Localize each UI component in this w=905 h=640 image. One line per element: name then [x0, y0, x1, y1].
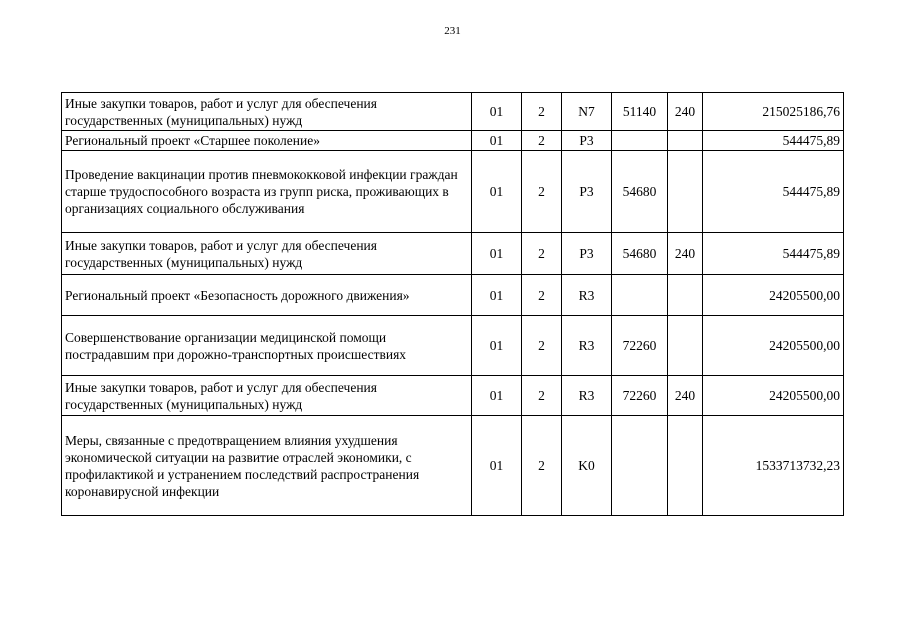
subsection-code: 2	[522, 131, 562, 151]
direction-code: 72260	[612, 316, 668, 376]
amount: 544475,89	[703, 131, 844, 151]
program-code: R3	[562, 275, 612, 316]
table-row	[62, 416, 844, 516]
row-name: Иные закупки товаров, работ и услуг для обеспечения государственных (муниципальных) нужд	[62, 376, 472, 416]
expense-type-code	[668, 416, 703, 516]
section-code: 01	[472, 376, 522, 416]
table-row	[62, 376, 844, 416]
amount: 215025186,76	[703, 93, 844, 131]
amount: 544475,89	[703, 233, 844, 275]
table-row	[62, 131, 844, 151]
expense-type-code: 240	[668, 376, 703, 416]
program-code: P3	[562, 131, 612, 151]
program-code: N7	[562, 93, 612, 131]
direction-code: 54680	[612, 151, 668, 233]
direction-code	[612, 131, 668, 151]
subsection-code: 2	[522, 93, 562, 131]
program-code: P3	[562, 233, 612, 275]
expense-type-code	[668, 316, 703, 376]
direction-code: 54680	[612, 233, 668, 275]
amount: 24205500,00	[703, 316, 844, 376]
expense-type-code	[668, 131, 703, 151]
section-code: 01	[472, 316, 522, 376]
row-name: Меры, связанные с предотвращением влияния ухудшения экономической ситуации на развитие отраслей экономики, с профилактикой и устранением последствий распространения коронавирусной инфекции	[62, 416, 472, 516]
program-code: P3	[562, 151, 612, 233]
expense-type-code: 240	[668, 93, 703, 131]
program-code: K0	[562, 416, 612, 516]
amount: 24205500,00	[703, 376, 844, 416]
table-row	[62, 316, 844, 376]
row-name: Региональный проект «Старшее поколение»	[62, 131, 472, 151]
expense-type-code	[668, 275, 703, 316]
subsection-code: 2	[522, 316, 562, 376]
subsection-code: 2	[522, 151, 562, 233]
amount: 24205500,00	[703, 275, 844, 316]
subsection-code: 2	[522, 275, 562, 316]
page-number: 231	[444, 25, 461, 37]
row-name: Проведение вакцинации против пневмококковой инфекции граждан старше трудоспособного возраста из групп риска, проживающих в организациях социального обслуживания	[62, 151, 472, 233]
direction-code: 51140	[612, 93, 668, 131]
expense-type-code: 240	[668, 233, 703, 275]
budget-table	[61, 92, 844, 516]
section-code: 01	[472, 275, 522, 316]
subsection-code: 2	[522, 416, 562, 516]
direction-code: 72260	[612, 376, 668, 416]
row-name: Совершенствование организации медицинской помощи пострадавшим при дорожно-транспортных происшествиях	[62, 316, 472, 376]
program-code: R3	[562, 316, 612, 376]
section-code: 01	[472, 233, 522, 275]
subsection-code: 2	[522, 376, 562, 416]
section-code: 01	[472, 131, 522, 151]
table-row	[62, 151, 844, 233]
direction-code	[612, 275, 668, 316]
program-code: R3	[562, 376, 612, 416]
row-name: Иные закупки товаров, работ и услуг для обеспечения государственных (муниципальных) нужд	[62, 93, 472, 131]
table-row	[62, 275, 844, 316]
row-name: Иные закупки товаров, работ и услуг для обеспечения государственных (муниципальных) нужд	[62, 233, 472, 275]
direction-code	[612, 416, 668, 516]
table-row	[62, 233, 844, 275]
section-code: 01	[472, 151, 522, 233]
row-name: Региональный проект «Безопасность дорожного движения»	[62, 275, 472, 316]
amount: 1533713732,23	[703, 416, 844, 516]
section-code: 01	[472, 416, 522, 516]
table-row	[62, 93, 844, 131]
expense-type-code	[668, 151, 703, 233]
subsection-code: 2	[522, 233, 562, 275]
amount: 544475,89	[703, 151, 844, 233]
section-code: 01	[472, 93, 522, 131]
